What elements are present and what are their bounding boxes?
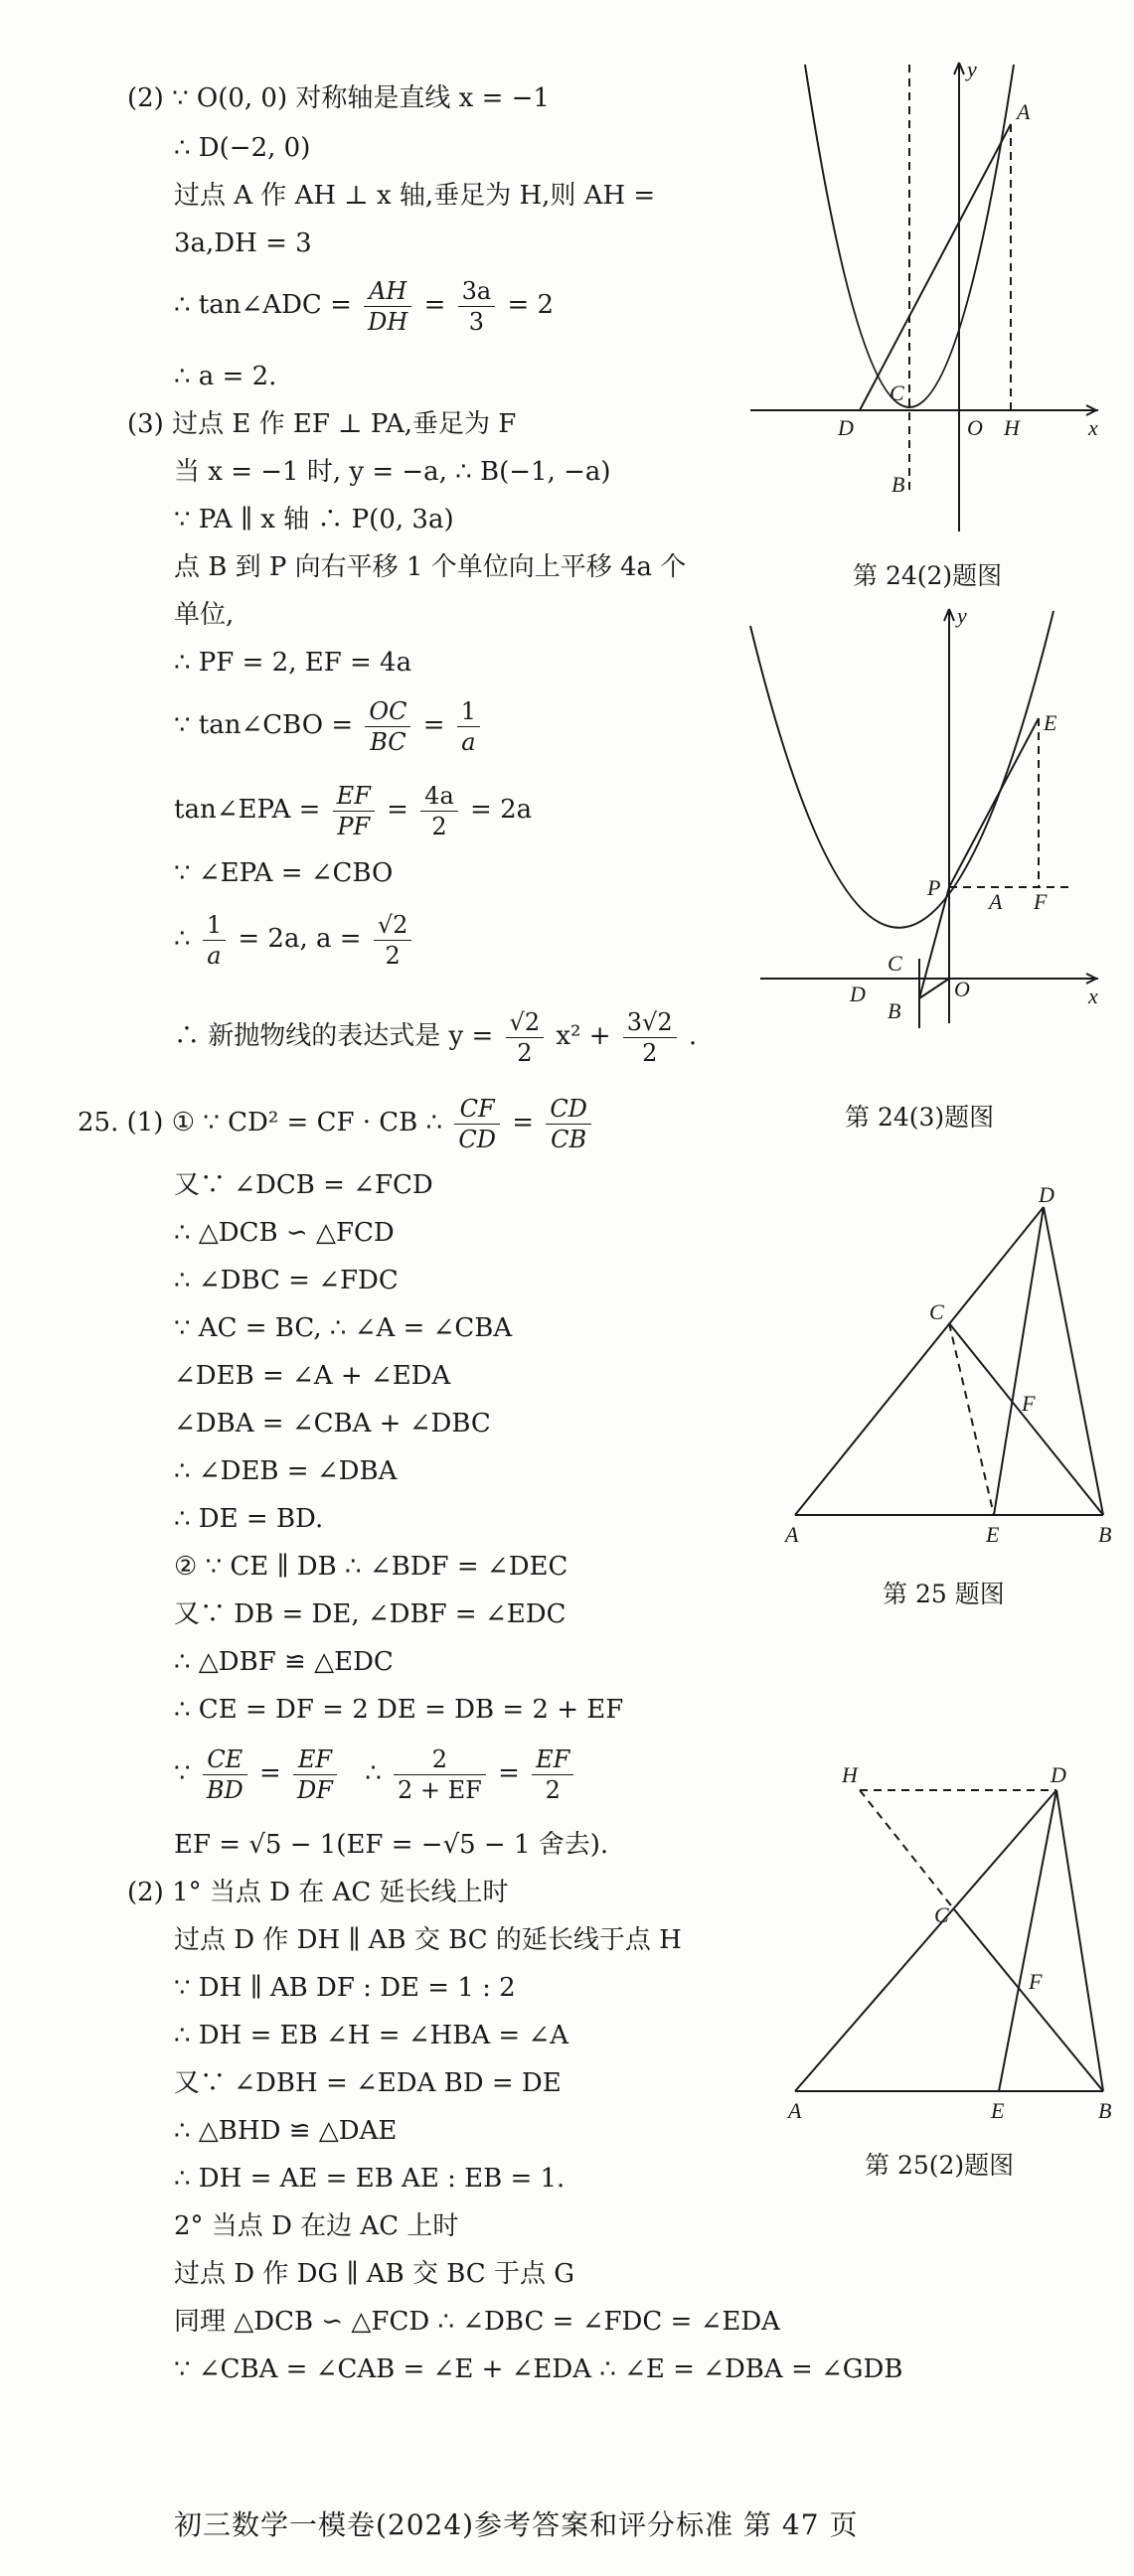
- fraction-numerator: OC: [365, 696, 410, 727]
- s24-3-line2: 当 x = −1 时, y = −a, ∴ B(−1, −a): [174, 457, 611, 487]
- figure-25-2: [780, 1758, 1118, 2126]
- s25-part2-line2: 过点 D 作 DH ∥ AB 交 BC 的延长线于点 H: [174, 1925, 682, 1955]
- label-f: F: [1029, 1969, 1043, 1994]
- label-b: B: [1098, 1522, 1112, 1547]
- fraction-numerator: 3a: [458, 276, 496, 307]
- expression-label: ∴ 新抛物线的表达式是 y =: [174, 1021, 494, 1051]
- label-b: B: [891, 472, 905, 497]
- fraction-denominator: 2: [517, 1038, 533, 1067]
- segment-pe: [949, 718, 1039, 887]
- segment-da: [860, 124, 1011, 410]
- tan-epa-label: tan∠EPA =: [174, 795, 321, 825]
- equals-sign: =: [387, 795, 408, 825]
- expression-end: .: [688, 1021, 698, 1051]
- label-d: D: [1051, 1762, 1066, 1787]
- s24-3-line5: 单位,: [174, 600, 235, 630]
- equals-sign: =: [512, 1108, 535, 1137]
- fraction-denominator: 2: [385, 941, 401, 970]
- s25-part2-line5: 又∵ ∠DBH = ∠EDA BD = DE: [174, 2068, 562, 2098]
- s25-line10: ② ∵ CE ∥ DB ∴ ∠BDF = ∠DEC: [174, 1552, 568, 1582]
- s25-line5: ∵ AC = BC, ∴ ∠A = ∠CBA: [174, 1313, 513, 1343]
- fraction-numerator: CE: [203, 1744, 247, 1775]
- fraction-denominator: DH: [368, 307, 408, 336]
- s25-line15: EF = √5 − 1(EF = −√5 − 1 舍去).: [174, 1830, 609, 1860]
- s24-2-line1: (2) ∵ O(0, 0) 对称轴是直线 x = −1: [127, 83, 550, 113]
- fraction-denominator: DF: [297, 1775, 333, 1804]
- fraction-denominator: BC: [370, 727, 406, 756]
- s24-2-tan-rhs: = 2: [507, 290, 555, 320]
- equals-sign: =: [258, 1758, 281, 1788]
- s25-line6: ∠DEB = ∠A + ∠EDA: [174, 1361, 451, 1391]
- fraction-denominator: CD: [458, 1125, 496, 1153]
- s25-part2-line9: 过点 D 作 DG ∥ AB 交 BC 于点 G: [174, 2259, 574, 2289]
- label-a: A: [785, 1522, 799, 1547]
- label-p: P: [927, 875, 941, 900]
- s25-header: [78, 1088, 595, 1157]
- label-o: O: [954, 977, 970, 1001]
- label-h: H: [1004, 415, 1020, 440]
- fraction-numerator: EF: [293, 1744, 337, 1775]
- s25-line11: 又∵ DB = DE, ∠DBF = ∠EDC: [174, 1599, 567, 1629]
- therefore-sign: ∴: [365, 1758, 382, 1788]
- fraction-4a-2: [420, 781, 458, 841]
- segment-db: [1044, 1207, 1103, 1515]
- s24-3-tan-cbo: [174, 690, 484, 760]
- fraction-ef-2: [532, 1744, 573, 1805]
- fraction-denominator: BD: [206, 1775, 243, 1804]
- s24-3-solution: [174, 904, 415, 974]
- therefore-sign: ∴: [174, 924, 191, 954]
- fraction-numerator: √2: [506, 1007, 545, 1038]
- caption-25-2: 第 25(2)题图: [865, 2151, 1015, 2180]
- parabola-curve: [750, 611, 1053, 928]
- because-sign: ∵: [174, 1758, 191, 1788]
- tan-epa-rhs: = 2a: [470, 795, 533, 825]
- label-f: F: [1034, 889, 1048, 914]
- fraction-denominator: 2: [431, 812, 447, 840]
- segment-de: [994, 1207, 1044, 1515]
- s24-3-line4: 点 B 到 P 向右平移 1 个单位向上平移 4a 个: [174, 552, 687, 582]
- s25-part2-line3: ∵ DH ∥ AB DF : DE = 1 : 2: [174, 1973, 516, 2003]
- label-a: A: [1017, 99, 1031, 124]
- label-c: C: [934, 1902, 949, 1927]
- s25-line2: 又∵ ∠DCB = ∠FCD: [174, 1170, 433, 1200]
- label-c: C: [890, 380, 904, 405]
- s25-line3: ∴ △DCB ∽ △FCD: [174, 1218, 395, 1248]
- fraction-numerator: 4a: [420, 781, 458, 812]
- fraction-3root2-2: [623, 1007, 677, 1068]
- fraction-1-a: [203, 910, 226, 971]
- fraction-ah-dh: [364, 276, 411, 337]
- label-d: D: [850, 982, 866, 1006]
- fraction-denominator: PF: [337, 812, 371, 840]
- s24-3-angle: ∵ ∠EPA = ∠CBO: [174, 858, 394, 888]
- label-y: y: [967, 57, 977, 81]
- fraction-numerator: 1: [203, 910, 226, 941]
- s25-part2-line4: ∴ DH = EB ∠H = ∠HBA = ∠A: [174, 2021, 568, 2050]
- s24-3-expression: [174, 1001, 697, 1071]
- segment-ad: [795, 1790, 1056, 2091]
- fraction-numerator: AH: [364, 276, 411, 307]
- fraction-denominator: a: [207, 941, 222, 970]
- s25-line4: ∴ ∠DBC = ∠FDC: [174, 1266, 399, 1295]
- fraction-numerator: CF: [454, 1094, 500, 1125]
- s25-line13: ∴ CE = DF = 2 DE = DB = 2 + EF: [174, 1695, 624, 1725]
- s24-3-line1: (3) 过点 E 作 EF ⊥ PA,垂足为 F: [127, 409, 517, 439]
- fraction-numerator: 2: [394, 1744, 486, 1775]
- fraction-ef-pf: [333, 781, 375, 841]
- s25-part2-line10: 同理 △DCB ∽ △FCD ∴ ∠DBC = ∠FDC = ∠EDA: [174, 2307, 780, 2337]
- fraction-numerator: CD: [546, 1094, 591, 1125]
- fraction-numerator: 1: [457, 696, 480, 727]
- s24-2-tan-line: [174, 270, 554, 340]
- fraction-2-2plusef: [394, 1744, 486, 1805]
- label-c: C: [929, 1299, 944, 1324]
- fraction-denominator: a: [461, 727, 476, 756]
- fraction-cd-cb: [546, 1094, 591, 1154]
- page-footer: 初三数学一模卷(2024)参考答案和评分标准 第 47 页: [174, 2508, 859, 2541]
- equals-sign: =: [498, 1758, 520, 1788]
- s24-3-tan-epa: [174, 775, 532, 844]
- caption-25: 第 25 题图: [883, 1580, 1005, 1608]
- label-b: B: [888, 998, 901, 1023]
- fraction-denominator: 2 + EF: [398, 1775, 482, 1804]
- s24-3-line6: ∴ PF = 2, EF = 4a: [174, 648, 412, 678]
- fraction-denominator: 2: [642, 1038, 658, 1067]
- fraction-1-a: [457, 696, 480, 757]
- segment-db: [1056, 1790, 1103, 2091]
- fraction-numerator: √2: [374, 910, 412, 941]
- figure-24-2: [750, 55, 1108, 541]
- equals-sign: =: [423, 290, 446, 320]
- s24-2-line3: 过点 A 作 AH ⊥ x 轴,垂足为 H,则 AH =: [174, 181, 656, 211]
- tan-cbo-label: ∵ tan∠CBO =: [174, 710, 354, 740]
- solution-mid: = 2a, a =: [238, 924, 362, 954]
- fraction-numerator: 3√2: [623, 1007, 677, 1038]
- label-c: C: [888, 951, 902, 976]
- caption-24-2: 第 24(2)题图: [853, 561, 1003, 590]
- label-b: B: [1098, 2098, 1112, 2123]
- s24-2-line4: 3a,DH = 3: [174, 228, 312, 258]
- s25-part2-line7: ∴ DH = AE = EB AE : EB = 1.: [174, 2164, 566, 2194]
- s25-part2-line11: ∵ ∠CBA = ∠CAB = ∠E + ∠EDA ∴ ∠E = ∠DBA = ∠GDB: [174, 2354, 903, 2384]
- s24-2-tan-lhs: ∴ tan∠ADC =: [174, 290, 352, 320]
- label-e: E: [986, 1522, 1000, 1547]
- s25-line8: ∴ ∠DEB = ∠DBA: [174, 1456, 398, 1486]
- label-a: A: [788, 2098, 802, 2123]
- fraction-numerator: EF: [333, 781, 375, 812]
- s25-header-text: 25. (1) ① ∵ CD² = CF · CB ∴: [78, 1108, 443, 1137]
- figure-25: [780, 1182, 1118, 1550]
- label-o: O: [967, 415, 983, 440]
- fraction-root2-2: [374, 910, 412, 971]
- label-d: D: [838, 415, 854, 440]
- label-h: H: [842, 1762, 858, 1787]
- fraction-numerator: EF: [532, 1744, 573, 1775]
- fraction-denominator: 3: [468, 307, 485, 336]
- label-e: E: [1044, 710, 1057, 735]
- fraction-oc-bc: [365, 696, 410, 757]
- label-f: F: [1022, 1391, 1036, 1416]
- s25-part2-line1: (2) 1° 当点 D 在 AC 延长线上时: [127, 1878, 509, 1907]
- segment-ad: [795, 1207, 1044, 1515]
- s25-ratio-line: [174, 1739, 577, 1808]
- expression-mid: x² +: [556, 1021, 611, 1051]
- fraction-denominator: 2: [545, 1775, 561, 1804]
- label-a: A: [989, 889, 1003, 914]
- label-x: x: [1088, 415, 1098, 440]
- label-e: E: [991, 2098, 1005, 2123]
- fraction-denominator: CB: [551, 1125, 587, 1153]
- s25-part2-line6: ∴ △BHD ≌ △DAE: [174, 2116, 398, 2146]
- s25-part2-line8: 2° 当点 D 在边 AC 上时: [174, 2211, 459, 2241]
- s25-line9: ∴ DE = BD.: [174, 1504, 324, 1534]
- fraction-ce-bd: [203, 1744, 247, 1805]
- fraction-root2-2: [506, 1007, 545, 1068]
- s24-3-line3: ∵ PA ∥ x 轴 ∴ P(0, 3a): [174, 505, 454, 534]
- segment-hc: [860, 1790, 954, 1909]
- s24-2-line2: ∴ D(−2, 0): [174, 133, 311, 163]
- fraction-3a-3: [458, 276, 496, 337]
- s25-line12: ∴ △DBF ≌ △EDC: [174, 1647, 394, 1677]
- label-x: x: [1088, 984, 1098, 1008]
- equals-sign: =: [422, 710, 445, 740]
- s24-2-line6: ∴ a = 2.: [174, 362, 277, 391]
- fraction-cf-cd: [454, 1094, 500, 1154]
- figure-24-3: [740, 601, 1108, 1038]
- caption-24-3: 第 24(3)题图: [845, 1103, 995, 1132]
- fraction-ef-df: [293, 1744, 337, 1805]
- label-d: D: [1039, 1182, 1054, 1207]
- s25-line7: ∠DBA = ∠CBA + ∠DBC: [174, 1409, 491, 1439]
- label-y: y: [957, 603, 967, 628]
- segment-de: [999, 1790, 1056, 2091]
